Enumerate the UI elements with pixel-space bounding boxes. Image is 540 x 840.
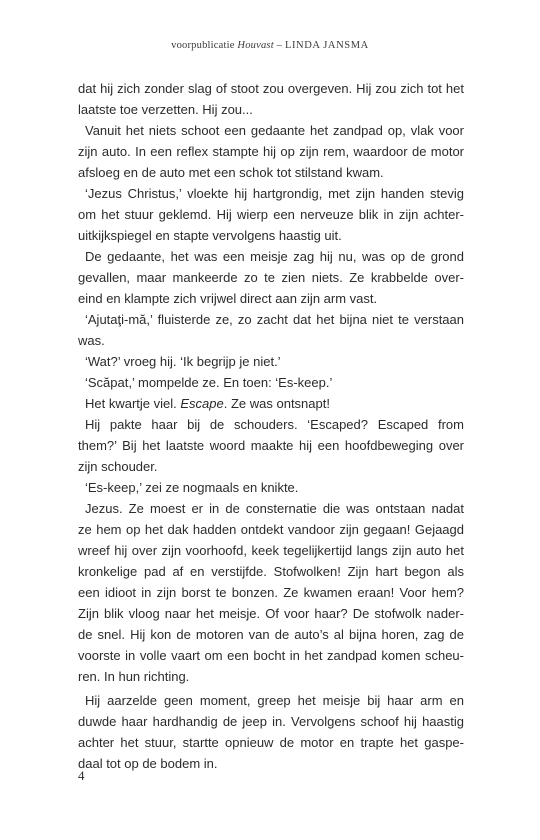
text-line: De gedaante, het was een meisje zag hij nu, was op de grond bbox=[85, 249, 464, 264]
text-line: gevallen, maar mankeerde zo te zien niets. Ze krabbelde over- bbox=[78, 270, 464, 285]
text-line: ‘Ajutaţi-mă,’ fluisterde ze, zo zacht dat het bijna niet te verstaan bbox=[85, 312, 464, 327]
text-line: eind en klampte zich vrijwel direct aan zijn arm vast. bbox=[78, 291, 378, 306]
text-line: daal tot op de bodem in. bbox=[78, 756, 218, 771]
text-line: Jezus. Ze moest er in de consternatie die was ontstaan nadat bbox=[85, 501, 464, 516]
text-line: een idioot in zijn borst te bonzen. Ze kwamen eraan! Voor hem? bbox=[78, 585, 464, 600]
header-dash: – bbox=[276, 40, 283, 51]
text-line: ze hem op het dak hadden ontdekt vandoor zijn gegaan! Gejaagd bbox=[78, 522, 464, 537]
text-line: Vanuit het niets schoot een gedaante het zandpad op, vlak voor bbox=[85, 123, 464, 138]
text-line: uitkijkspiegel en stapte vervolgens haastig uit. bbox=[78, 228, 342, 243]
body-text bbox=[78, 78, 464, 774]
text-line: ‘Es-keep,’ zei ze nogmaals en knikte. bbox=[85, 480, 299, 495]
text-line: zijn schouder. bbox=[78, 459, 158, 474]
text-line: afsloeg en de auto met een schok tot stilstand kwam. bbox=[78, 165, 384, 180]
text-line bbox=[78, 393, 464, 414]
text-line: duwde haar hardhandig de jeep in. Vervolgens schoof hij haastig bbox=[78, 714, 464, 729]
text-line: laatste toe verzetten. Hij zou... bbox=[78, 102, 253, 117]
text-line: Zijn blik vloog naar het meisje. Of voor haar? De stofwolk nader- bbox=[78, 606, 464, 621]
text-line: was. bbox=[78, 333, 105, 348]
text-segment: . Ze was ontsnapt! bbox=[223, 396, 330, 411]
text-line: voorste in volle vaart om een bocht in het zandpad komen scheu- bbox=[78, 648, 464, 663]
text-line: ‘Scăpat,’ mompelde ze. En toen: ‘Es-keep.’ bbox=[85, 375, 333, 390]
text-line: Hij aarzelde geen moment, greep het meisje bij haar arm en bbox=[85, 693, 464, 708]
text-line: de snel. Hij kon de motoren van de auto’s al bijna horen, zag de bbox=[78, 627, 464, 642]
text-line: dat hij zich zonder slag of stoot zou overgeven. Hij zou zich tot het bbox=[78, 81, 464, 96]
text-line: zijn auto. In een reflex stampte hij op zijn rem, waardoor de motor bbox=[78, 144, 464, 159]
header-author: LINDA JANSMA bbox=[284, 40, 369, 51]
text-line: kronkelige pad af en verstijfde. Stofwolken! Zijn hart begon als bbox=[78, 564, 464, 579]
text-line: Hij pakte haar bij de schouders. ‘Escaped? Escaped from bbox=[85, 417, 464, 432]
text-line: ren. In hun richting. bbox=[78, 669, 190, 684]
text-line: them?’ Bij het laatste woord maakte hij een hoofdbeweging over bbox=[78, 438, 464, 453]
text-segment: Het kwartje viel. bbox=[85, 396, 181, 411]
header-book-title: Houvast bbox=[237, 40, 274, 51]
italic-word: Escape bbox=[180, 396, 224, 411]
page-number: 4 bbox=[78, 768, 85, 783]
text-line: ‘Wat?’ vroeg hij. ‘Ik begrijp je niet.’ bbox=[85, 354, 281, 369]
running-header bbox=[0, 40, 540, 51]
text-line: achter het stuur, startte opnieuw de motor en trapte het gaspe- bbox=[78, 735, 464, 750]
text-line: ‘Jezus Christus,’ vloekte hij hartgrondig, met zijn handen stevig bbox=[85, 186, 464, 201]
text-line: wreef hij over zijn voorhoofd, keek tegelijkertijd langs zijn auto het bbox=[78, 543, 464, 558]
text-line: om het stuur geklemd. Hij wierp een nerveuze blik in zijn achter- bbox=[78, 207, 464, 222]
header-prefix: voorpublicatie bbox=[171, 40, 235, 51]
